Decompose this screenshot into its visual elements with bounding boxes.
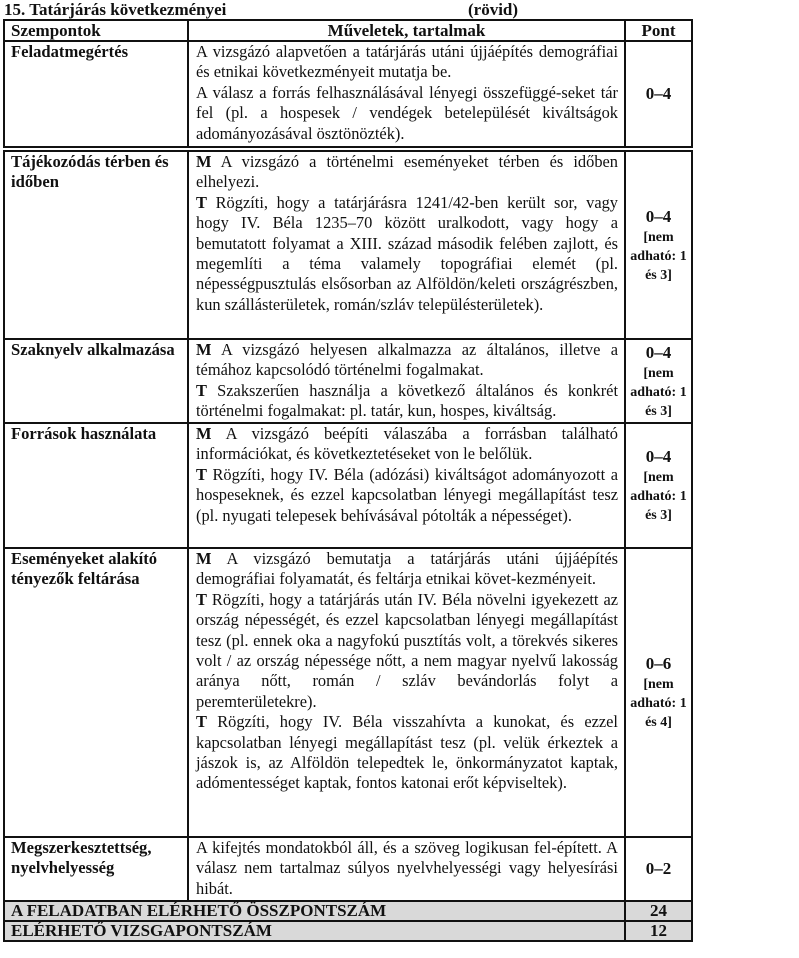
operation-paragraph bbox=[196, 42, 618, 83]
document-subtitle: (rövid) bbox=[468, 0, 519, 19]
operation-paragraph bbox=[196, 193, 618, 315]
criterion-cell: Megszerkesztettség, nyelvhelyesség bbox=[4, 837, 188, 901]
operations-cell bbox=[188, 339, 625, 423]
operation-paragraph bbox=[196, 340, 618, 381]
paragraph-text: Rögzíti, hogy IV. Béla visszahívta a kunokat, és ezzel kapcsolatban lényegi megállapítást tesz (pl. velük érkeztek a jászok is, az Alföldön telepedtek le, önkormányzatot kaptak, adómentességet kaptak, fontos katonai erőt képviseltek). bbox=[196, 712, 618, 793]
points-cell bbox=[625, 339, 692, 423]
total-value: 24 bbox=[625, 901, 692, 921]
points-note: [nem adható: 1 és 3] bbox=[630, 229, 687, 283]
criterion-cell: Tájékozódás térben és időben bbox=[4, 151, 188, 339]
operation-paragraph bbox=[196, 381, 618, 422]
operations-cell bbox=[188, 548, 625, 837]
points-note: [nem adható: 1 és 4] bbox=[630, 677, 687, 730]
operation-paragraph bbox=[196, 83, 618, 144]
scoring-table-top bbox=[3, 19, 693, 148]
table-row bbox=[4, 339, 692, 423]
points-value: 0–4 bbox=[645, 447, 672, 466]
table-row bbox=[4, 423, 692, 548]
total-label: A FELADATBAN ELÉRHETŐ ÖSSZPONTSZÁM bbox=[4, 901, 625, 921]
paragraph-mark: T bbox=[196, 380, 207, 400]
operation-paragraph bbox=[196, 152, 618, 193]
operations-cell bbox=[188, 151, 625, 339]
criterion-cell: Eseményeket alakító tényezők feltárása bbox=[4, 548, 188, 837]
operations-cell bbox=[188, 423, 625, 548]
operation-paragraph bbox=[196, 838, 618, 899]
total-label: ELÉRHETŐ VIZSGAPONTSZÁM bbox=[4, 921, 625, 941]
criterion-cell: Források használata bbox=[4, 423, 188, 548]
paragraph-mark: M bbox=[196, 549, 212, 568]
paragraph-mark: M bbox=[196, 340, 212, 359]
paragraph-text: A kifejtés mondatokból áll, és a szöveg logikusan fel-épített. A válasz nem tartalmaz súlyos nyelvhelyességi vagy helyesírási hibát. bbox=[196, 838, 618, 898]
operations-cell bbox=[188, 837, 625, 901]
paragraph-text: A vizsgázó alapvetően a tatárjárás utáni újjáépítés demográfiai és etnikai következményeit mutatja be. bbox=[196, 42, 618, 82]
paragraph-text: A vizsgázó bemutatja a tatárjárás utáni újjáépítés demográfiai folyamatát, és feltárja etnikai követ-kezményeit. bbox=[196, 549, 618, 589]
table-row bbox=[4, 837, 692, 901]
operation-paragraph bbox=[196, 424, 618, 465]
points-cell bbox=[625, 151, 692, 339]
points-cell bbox=[625, 548, 692, 837]
total-row-task bbox=[4, 901, 692, 921]
paragraph-text: Rögzíti, hogy a tatárjárásra 1241/42-ben került sor, vagy hogy IV. Béla 1235–70 között uralkodott, vagy hogy a bemutatott folyamat a XIII. század második felében zajlott, és megemlíti a téma valamely topográfiai elemét (pl. népességpusztulás elsősorban az Alföldön/keleti országrészben, kun szállásterületek, román/szláv településterületek). bbox=[196, 192, 618, 314]
criterion-cell: Szaknyelv alkalmazása bbox=[4, 339, 188, 423]
total-row-exam bbox=[4, 921, 692, 941]
table-row bbox=[4, 41, 692, 147]
points-value: 0–2 bbox=[645, 859, 672, 878]
paragraph-text: Rögzíti, hogy IV. Béla (adózási) kiváltságot adományozott a hospeseknek, és ezzel kapcsolatban lényegi megállapítást tesz (pl. nyugati telepesek behívásával pótolták a népességet). bbox=[196, 464, 618, 525]
paragraph-mark: T bbox=[196, 712, 207, 732]
paragraph-text: A válasz a forrás felhasználásával lényegi összefüggé-seket tár fel (pl. a hospesek / vendégek betelepülését kiváltságok adományozásával ösztönözték). bbox=[196, 82, 618, 143]
points-cell bbox=[625, 837, 692, 901]
operation-paragraph bbox=[196, 465, 618, 526]
points-value: 0–6 bbox=[645, 654, 672, 673]
table-row bbox=[4, 151, 692, 339]
operations-cell bbox=[188, 41, 625, 147]
points-cell bbox=[625, 41, 692, 147]
paragraph-mark: M bbox=[196, 152, 212, 171]
paragraph-text: Rögzíti, hogy a tatárjárás után IV. Béla növelni igyekezett az ország népességét, és ezzel kapcsolatban lényegi megállapítást tesz (pl. ennek oka a nagyfokú pusztítás volt, a törekvés sikeres volt / az ország népessége nőtt, a nem magyar nyelvű lakosság aránya nőtt, román / szláv bevándorlás folyt a peremterületekre). bbox=[196, 589, 618, 711]
total-value: 12 bbox=[625, 921, 692, 941]
paragraph-text: A vizsgázó helyesen alkalmazza az általános, illetve a témához kapcsolódó történelmi fogalmakat. bbox=[196, 340, 618, 380]
points-value: 0–4 bbox=[645, 342, 672, 362]
paragraph-mark: T bbox=[196, 464, 207, 484]
points-value: 0–4 bbox=[645, 84, 672, 103]
scoring-table-main bbox=[3, 150, 693, 942]
operation-paragraph bbox=[196, 590, 618, 712]
paragraph-text: Szakszerűen használja a következő általános és konkrét történelmi fogalmakat: pl. tatár, kun, hospes, kiváltság. bbox=[196, 380, 618, 421]
points-note: [nem adható: 1 és 3] bbox=[630, 470, 687, 523]
criterion-cell: Feladatmegértés bbox=[4, 41, 188, 147]
header-points: Pont bbox=[625, 20, 692, 41]
points-cell bbox=[625, 423, 692, 548]
paragraph-mark: T bbox=[196, 589, 207, 609]
header-operations: Műveletek, tartalmak bbox=[188, 20, 625, 41]
points-value: 0–4 bbox=[645, 206, 672, 226]
operation-paragraph bbox=[196, 549, 618, 590]
operation-paragraph bbox=[196, 712, 618, 794]
document-title-line bbox=[4, 0, 690, 20]
header-criteria: Szempontok bbox=[4, 20, 188, 41]
table-header-row bbox=[4, 20, 692, 41]
paragraph-mark: M bbox=[196, 424, 212, 443]
paragraph-text: A vizsgázó a történelmi eseményeket térben és időben elhelyezi. bbox=[196, 152, 618, 192]
table-row bbox=[4, 548, 692, 837]
document-title: 15. Tatárjárás következményei bbox=[4, 0, 227, 19]
points-note: [nem adható: 1 és 3] bbox=[630, 365, 687, 419]
paragraph-text: A vizsgázó beépíti válaszába a forrásban található információkat, és következtetéseket von le belőlük. bbox=[196, 424, 618, 464]
paragraph-mark: T bbox=[196, 192, 207, 212]
